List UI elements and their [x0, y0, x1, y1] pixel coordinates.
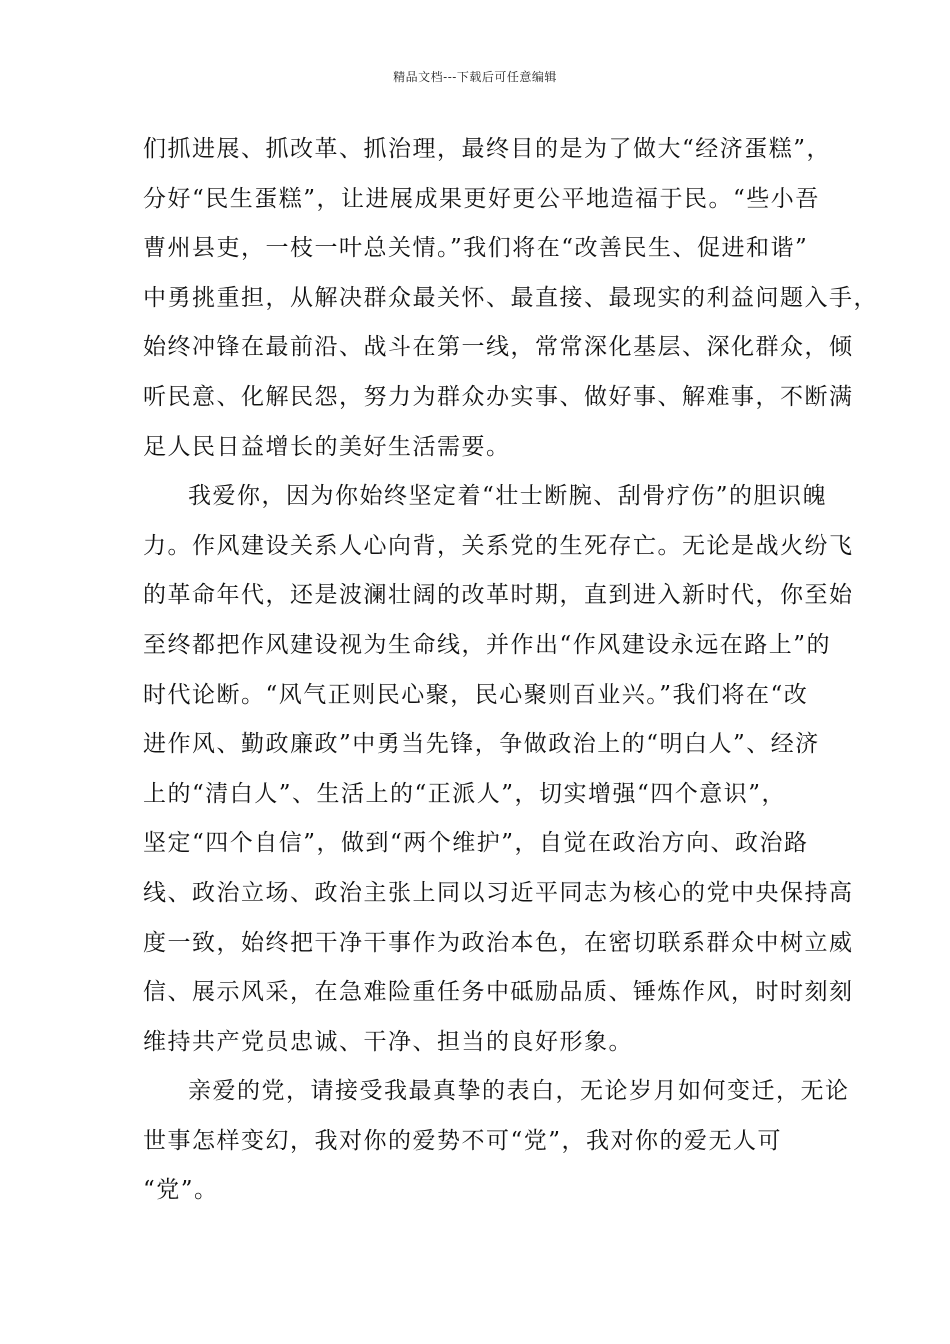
- document-body: [143, 125, 878, 1216]
- text-line: 足人民日益增长的美好生活需要。: [143, 433, 511, 460]
- text-line: 曹州县吏，一枝一叶总关情。”我们将在“改善民生、促进和谐”: [143, 235, 809, 262]
- text-line: 线、政治立场、政治主张上同以习近平同志为核心的党中央保持高: [143, 879, 854, 906]
- text-line: 们抓进展、抓改革、抓治理，最终目的是为了做大“经济蛋糕”，: [143, 136, 832, 162]
- text-line-indented: [143, 472, 826, 522]
- text-line: 听民意、化解民怨，努力为群众办实事、做好事、解难事，不断满: [143, 383, 854, 410]
- text-line: 分好“民生蛋糕”，让进展成果更好更公平地造福于民。“些小吾: [143, 185, 820, 212]
- text-line: 至终都把作风建设视为生命线，并作出“作风建设永远在路上”的: [143, 631, 832, 658]
- text-line-indented: [143, 1067, 850, 1117]
- text-line: 进作风、勤政廉政”中勇当先锋，争做政治上的“明白人”、经济: [143, 731, 820, 758]
- text-line: 坚定“四个自信”，做到“两个维护”，自觉在政治方向、政治路: [143, 830, 809, 857]
- text-line: 度一致，始终把干净干事作为政治本色，在密切联系群众中树立威: [143, 929, 854, 956]
- text-line: 力。作风建设关系人心向背，关系党的生死存亡。无论是战火纷飞: [143, 532, 854, 559]
- text-line: 的革命年代，还是波澜壮阔的改革时期，直到进入新时代，你至始: [143, 582, 854, 609]
- paragraph-3: [143, 1067, 850, 1216]
- paragraph-2: [143, 472, 854, 1067]
- paragraph-1: [143, 125, 878, 472]
- text-line: 始终冲锋在最前沿、战斗在第一线，常常深化基层、深化群众，倾: [143, 334, 854, 361]
- page-header: 精品文档---下载后可任意编辑: [393, 70, 557, 84]
- text-line: 世事怎样变幻，我对你的爱势不可“党”，我对你的爱无人可: [143, 1127, 783, 1154]
- text-line: “党”。: [143, 1177, 219, 1204]
- text-line: 维持共产党员忠诚、干净、担当的良好形象。: [143, 1028, 633, 1055]
- text-line: 时代论断。“风气正则民心聚，民心聚则百业兴。”我们将在“改: [143, 681, 809, 708]
- text-line: 中勇挑重担，从解决群众最关怀、最直接、最现实的利益问题入手，: [143, 284, 878, 311]
- text-line: 信、展示风采，在急难险重任务中砥励品质、锤炼作风，时时刻刻: [143, 979, 854, 1006]
- text-line: 亲爱的党，请接受我最真挚的表白，无论岁月如何变迁，无论: [188, 1078, 850, 1105]
- text-line: 我爱你，因为你始终坚定着“壮士断腕、刮骨疗伤”的胆识魄: [188, 483, 828, 510]
- text-line: 上的“清白人”、生活上的“正派人”，切实增强“四个意识”，: [143, 780, 787, 807]
